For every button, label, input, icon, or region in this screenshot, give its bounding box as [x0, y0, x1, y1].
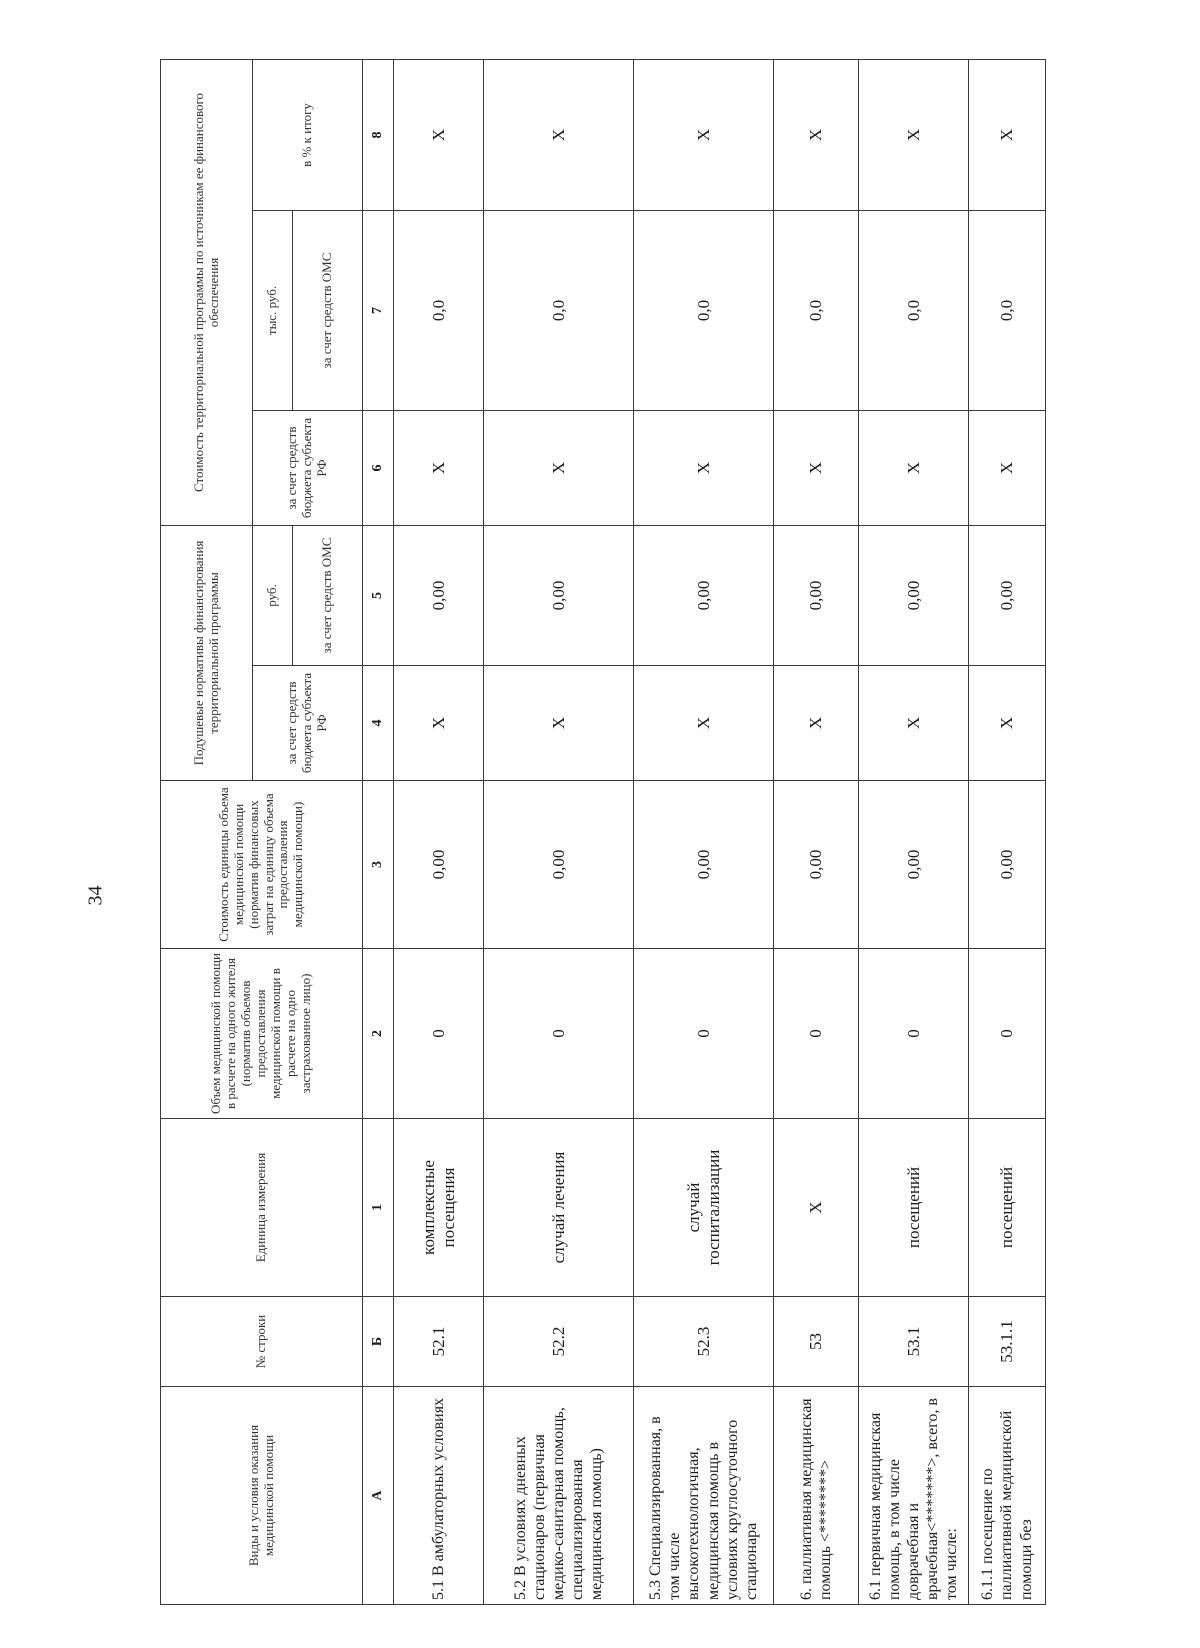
- row-line-number: 52.3: [634, 1297, 774, 1387]
- row-norm-oms: 0,00: [634, 526, 774, 666]
- row-volume: 0: [394, 949, 484, 1119]
- row-name: 6.1.1 посещение по паллиативной медицинской помощи без: [969, 1387, 1046, 1605]
- row-name: 6. паллиативная медицинская помощь <********>: [774, 1387, 859, 1605]
- header-col-4: за счет средств бюджета субъекта РФ: [253, 666, 363, 781]
- row-cost-oms: 0,0: [859, 211, 969, 411]
- header-col-8: в % к итогу: [253, 59, 363, 210]
- column-number: 8: [363, 59, 394, 210]
- row-volume: 0: [969, 949, 1046, 1119]
- column-number-row: [363, 59, 394, 1604]
- header-group-cost: Стоимость территориальной программы по источникам ее финансового обеспечения: [161, 59, 253, 525]
- row-name: 5.3 Специализированная, в том числе высокотехнологичная, медицинская помощь в условиях круглосуточного стационара: [634, 1387, 774, 1605]
- header-group-norm: Подушевые нормативы финансирования территориальной программы: [161, 526, 253, 781]
- row-unit: случай госпитализации: [634, 1119, 774, 1297]
- row-percent: X: [394, 59, 484, 210]
- row-unit: случай лечения: [484, 1119, 634, 1297]
- table-row: [634, 59, 774, 1604]
- row-line-number: 53.1.1: [969, 1297, 1046, 1387]
- row-percent: X: [634, 59, 774, 210]
- column-number: 5: [363, 526, 394, 666]
- row-unit: комплексные посещения: [394, 1119, 484, 1297]
- column-number: 1: [363, 1119, 394, 1297]
- column-number: 6: [363, 411, 394, 526]
- row-norm-budget: X: [969, 666, 1046, 781]
- row-norm-budget: X: [859, 666, 969, 781]
- row-unit-cost: 0,00: [394, 781, 484, 949]
- row-cost-budget: X: [634, 411, 774, 526]
- table-row: [394, 59, 484, 1604]
- header-col-5: за счет средств ОМС: [293, 526, 363, 666]
- table-row: [484, 59, 634, 1604]
- row-norm-budget: X: [634, 666, 774, 781]
- header-col-7: за счет средств ОМС: [293, 211, 363, 411]
- header-col-a: Виды и условия оказания медицинской помощи: [161, 1387, 363, 1605]
- row-unit-cost: 0,00: [859, 781, 969, 949]
- row-cost-budget: X: [394, 411, 484, 526]
- row-cost-budget: X: [859, 411, 969, 526]
- row-name: 5.2 В условиях дневных стационаров (первичная медико-санитарная помощь, специализированная медицинская помощь): [484, 1387, 634, 1605]
- table-row: [774, 59, 859, 1604]
- table-row: [969, 59, 1046, 1604]
- row-cost-budget: X: [969, 411, 1046, 526]
- row-cost-budget: X: [774, 411, 859, 526]
- row-percent: X: [484, 59, 634, 210]
- row-unit-cost: 0,00: [484, 781, 634, 949]
- row-norm-oms: 0,00: [859, 526, 969, 666]
- header-col-2: Объем медицинской помощи в расчете на одного жителя (норматив объемов предоставления медицинской помощи в расчете на одно застрахованное лицо): [161, 949, 363, 1119]
- row-unit-cost: 0,00: [969, 781, 1046, 949]
- row-cost-oms: 0,0: [634, 211, 774, 411]
- row-percent: X: [859, 59, 969, 210]
- row-percent: X: [774, 59, 859, 210]
- table-row: [859, 59, 969, 1604]
- row-volume: 0: [859, 949, 969, 1119]
- row-norm-oms: 0,00: [969, 526, 1046, 666]
- financing-table: [160, 59, 1046, 1605]
- row-norm-budget: X: [484, 666, 634, 781]
- header-col-1: Единица измерения: [161, 1119, 363, 1297]
- row-cost-oms: 0,0: [969, 211, 1046, 411]
- row-line-number: 53.1: [859, 1297, 969, 1387]
- row-norm-oms: 0,00: [394, 526, 484, 666]
- column-number: Б: [363, 1297, 394, 1387]
- row-unit: посещений: [969, 1119, 1046, 1297]
- row-unit-cost: 0,00: [634, 781, 774, 949]
- row-unit: X: [774, 1119, 859, 1297]
- header-cost-unit: тыс. руб.: [253, 211, 293, 411]
- column-number: 2: [363, 949, 394, 1119]
- column-number: А: [363, 1387, 394, 1605]
- row-unit: посещений: [859, 1119, 969, 1297]
- row-line-number: 52.1: [394, 1297, 484, 1387]
- row-norm-oms: 0,00: [484, 526, 634, 666]
- header-col-b: № строки: [161, 1297, 363, 1387]
- row-norm-budget: X: [394, 666, 484, 781]
- column-number: 3: [363, 781, 394, 949]
- column-number: 4: [363, 666, 394, 781]
- row-volume: 0: [484, 949, 634, 1119]
- header-norm-unit: руб.: [253, 526, 293, 666]
- row-percent: X: [969, 59, 1046, 210]
- rotated-table-container: [160, 60, 1035, 1605]
- header-col-3: Стоимость единицы объема медицинской помощи (норматив финансовых затрат на единицу объема предоставления медицинской помощи): [161, 781, 363, 949]
- page-number: 34: [84, 885, 107, 906]
- column-number: 7: [363, 211, 394, 411]
- row-name: 6.1 первичная медицинская помощь, в том числе доврачебная и врачебная<*******>, всего, в том числе:: [859, 1387, 969, 1605]
- row-line-number: 52.2: [484, 1297, 634, 1387]
- row-volume: 0: [634, 949, 774, 1119]
- row-cost-oms: 0,0: [774, 211, 859, 411]
- row-line-number: 53: [774, 1297, 859, 1387]
- row-cost-oms: 0,0: [484, 211, 634, 411]
- row-cost-budget: X: [484, 411, 634, 526]
- header-col-6: за счет средств бюджета субъекта РФ: [253, 411, 363, 526]
- row-norm-budget: X: [774, 666, 859, 781]
- row-unit-cost: 0,00: [774, 781, 859, 949]
- row-name: 5.1 В амбулаторных условиях: [394, 1387, 484, 1605]
- row-volume: 0: [774, 949, 859, 1119]
- row-norm-oms: 0,00: [774, 526, 859, 666]
- row-cost-oms: 0,0: [394, 211, 484, 411]
